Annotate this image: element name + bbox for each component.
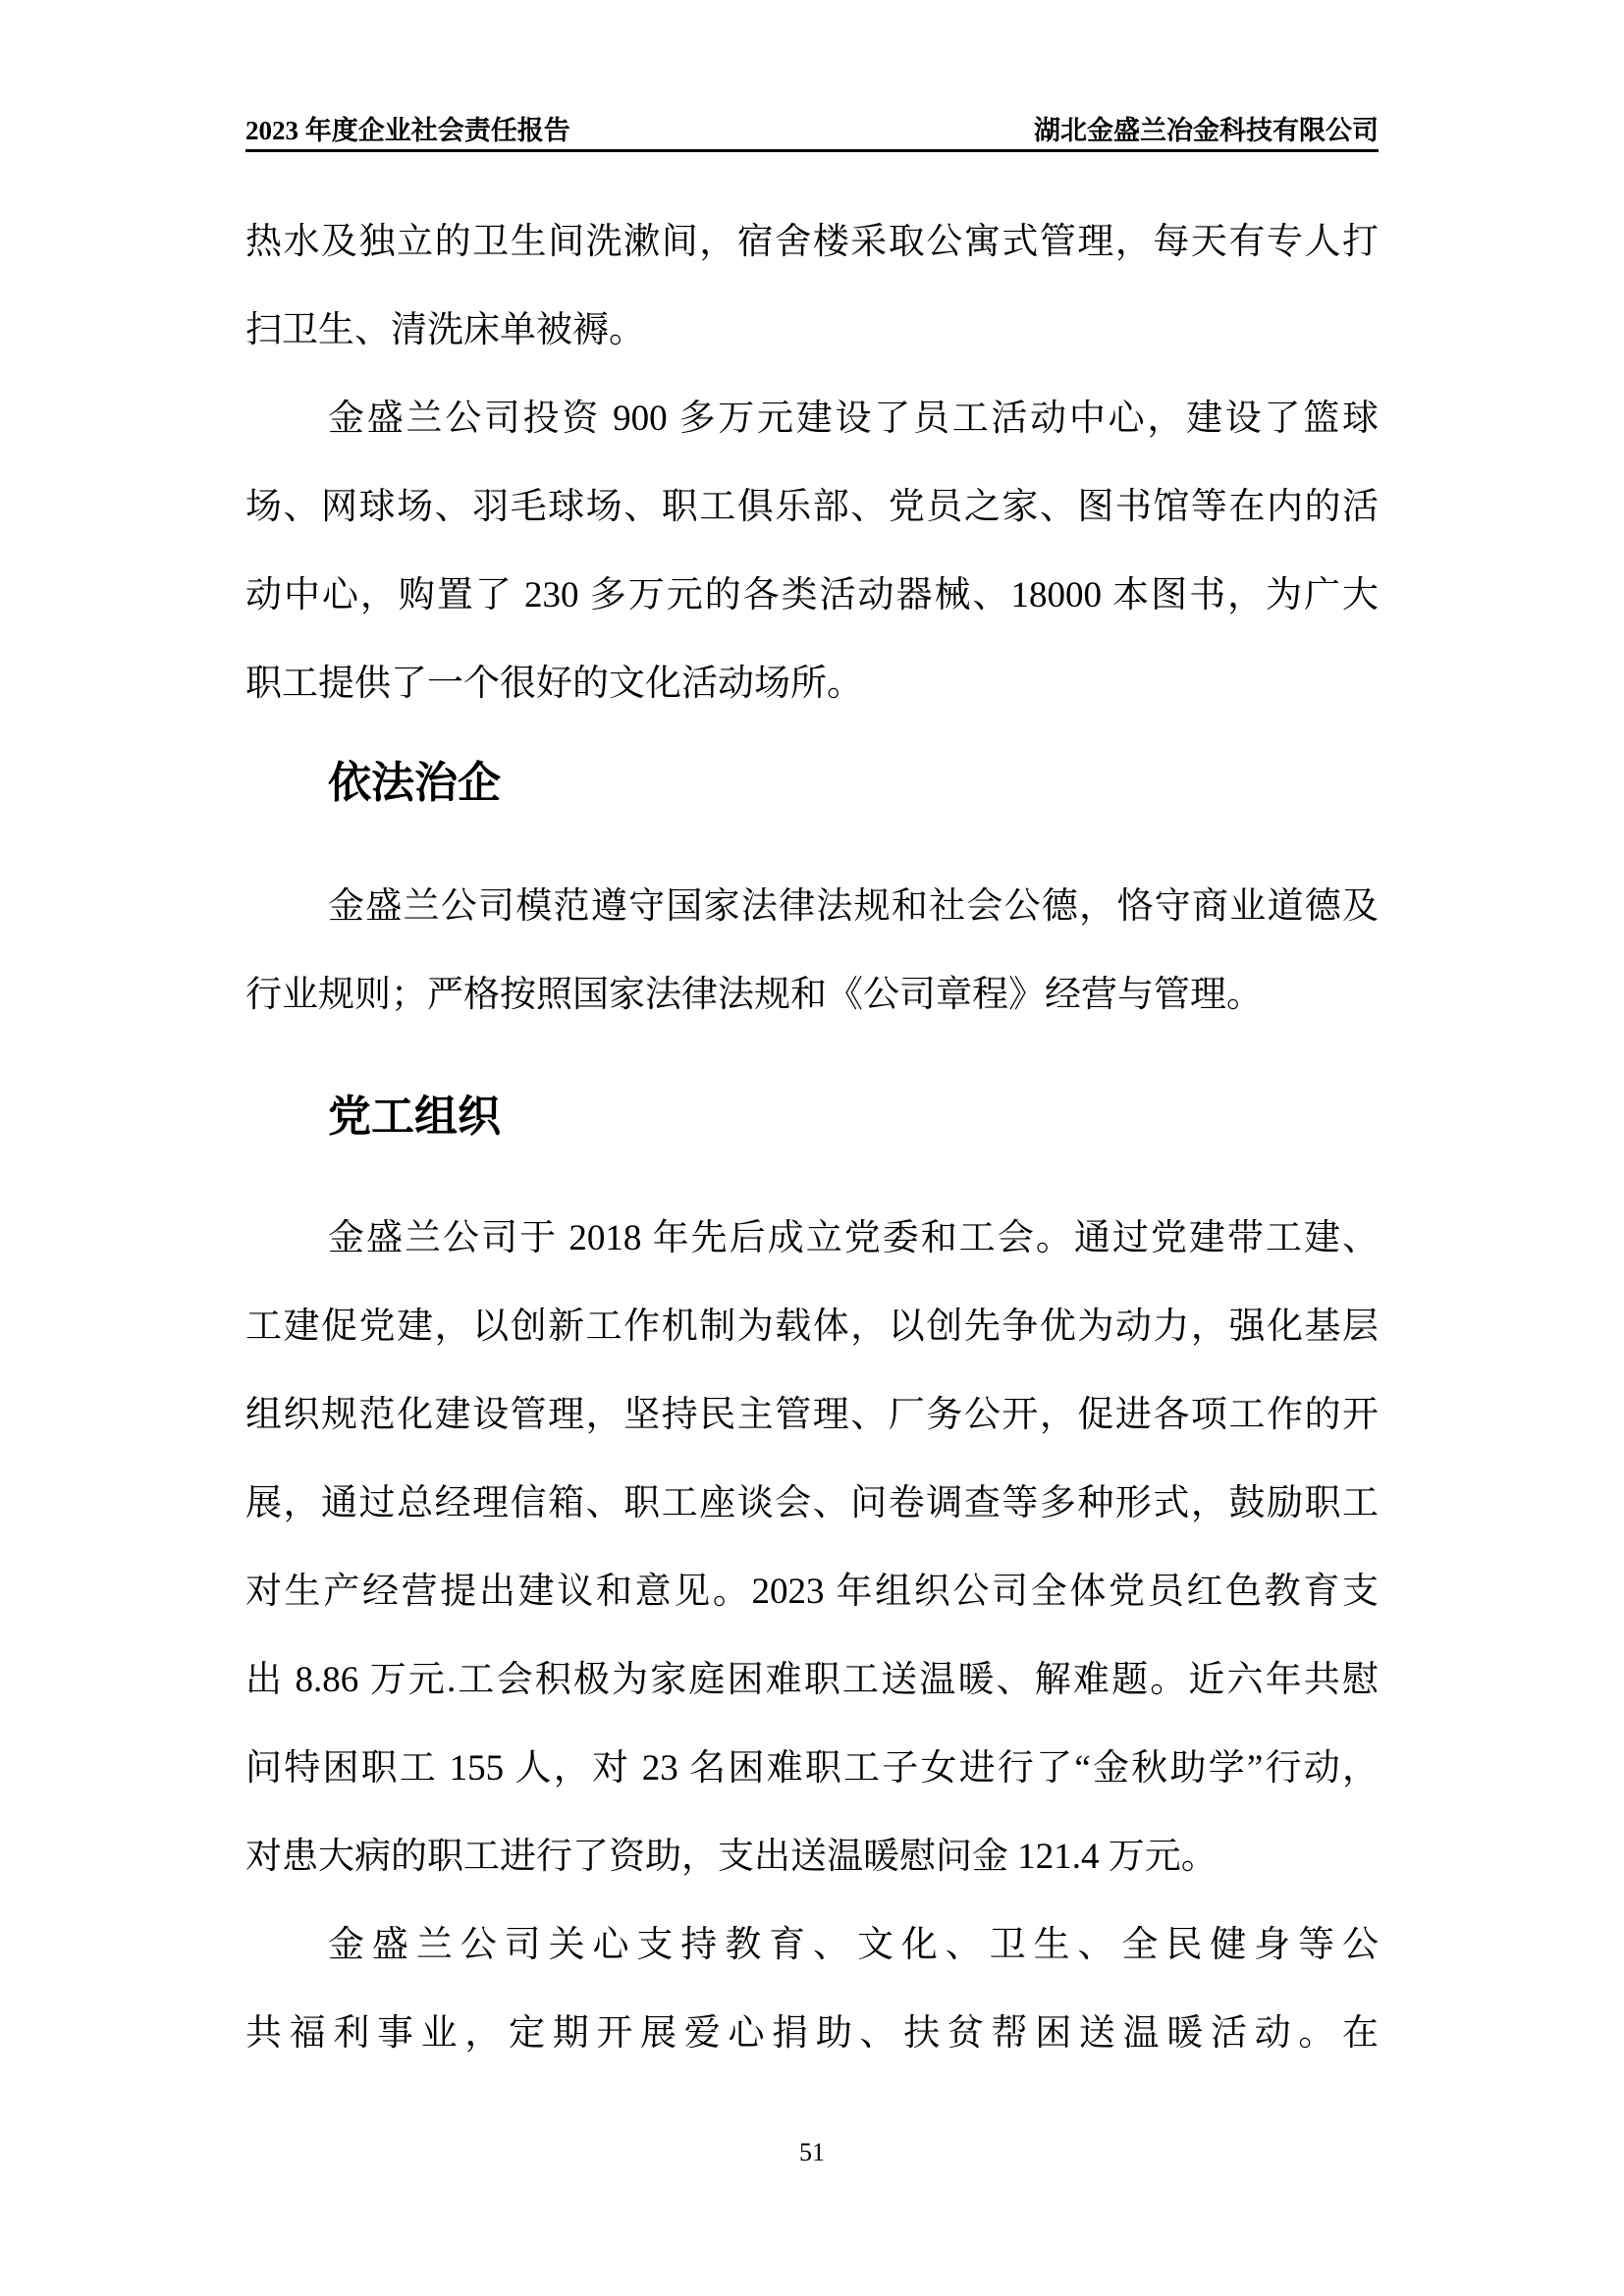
text-line: 动中心，购置了 230 多万元的各类活动器械、18000 本图书，为广大 bbox=[245, 575, 1379, 615]
text-line: 热水及独立的卫生间洗漱间，宿舍楼采取公寓式管理，每天有专人打 bbox=[245, 222, 1379, 262]
text-line: 对患大病的职工进行了资助，支出送温暖慰问金 121.4 万元。 bbox=[245, 1837, 1218, 1877]
text-line: 金盛兰公司投资 900 多万元建设了员工活动中心，建设了篮球 bbox=[328, 399, 1379, 439]
text-line: 场、网球场、羽毛球场、职工俱乐部、党员之家、图书馆等在内的活 bbox=[245, 487, 1379, 527]
paragraph-activity-center bbox=[245, 375, 1379, 728]
text-line: 问特困职工 155 人，对 23 名困难职工子女进行了“金秋助学”行动， bbox=[245, 1748, 1379, 1789]
text-line: 行业规则；严格按照国家法律法规和《公司章程》经营与管理。 bbox=[245, 975, 1263, 1015]
paragraph-dormitory bbox=[245, 198, 1379, 375]
text-line: 对生产经营提出建议和意见。2023 年组织公司全体党员红色教育支 bbox=[245, 1572, 1379, 1612]
text-line: 组织规范化建设管理，坚持民主管理、厂务公开，促进各项工作的开 bbox=[245, 1395, 1379, 1435]
text-line: 工建促党建，以创新工作机制为载体，以创先争优为动力，强化基层 bbox=[245, 1307, 1379, 1347]
paragraph-law-compliance bbox=[245, 863, 1379, 1040]
page-footer bbox=[0, 2138, 1624, 2167]
text-line: 共福利事业，定期开展爱心捐助、扶贫帮困送温暖活动。在 bbox=[245, 2013, 1379, 2054]
header-report-title: 2023 年度企业社会责任报告 bbox=[245, 116, 570, 145]
page-header bbox=[245, 117, 1379, 152]
section-heading-party-union: 党工组织 bbox=[328, 1093, 501, 1141]
text-line: 出 8.86 万元.工会积极为家庭困难职工送温暖、解难题。近六年共慰 bbox=[245, 1660, 1379, 1700]
paragraph-public-welfare bbox=[245, 1901, 1379, 2078]
section-heading-rule-of-law: 依法治企 bbox=[328, 759, 501, 807]
text-line: 金盛兰公司于 2018 年先后成立党委和工会。通过党建带工建、 bbox=[328, 1218, 1379, 1258]
paragraph-party-union-work bbox=[245, 1195, 1379, 1901]
text-line: 金盛兰公司关心支持教育、文化、卫生、全民健身等公 bbox=[328, 1925, 1379, 1965]
text-line: 职工提供了一个很好的文化活动场所。 bbox=[245, 664, 863, 704]
text-line: 扫卫生、清洗床单被褥。 bbox=[245, 310, 645, 350]
text-line: 金盛兰公司模范遵守国家法律法规和社会公德，恪守商业道德及 bbox=[328, 886, 1379, 927]
page-number: 51 bbox=[799, 2138, 825, 2166]
document-body bbox=[245, 198, 1379, 2078]
header-company-name: 湖北金盛兰冶金科技有限公司 bbox=[1034, 116, 1379, 145]
text-line: 展，通过总经理信箱、职工座谈会、问卷调查等多种形式，鼓励职工 bbox=[245, 1483, 1379, 1523]
